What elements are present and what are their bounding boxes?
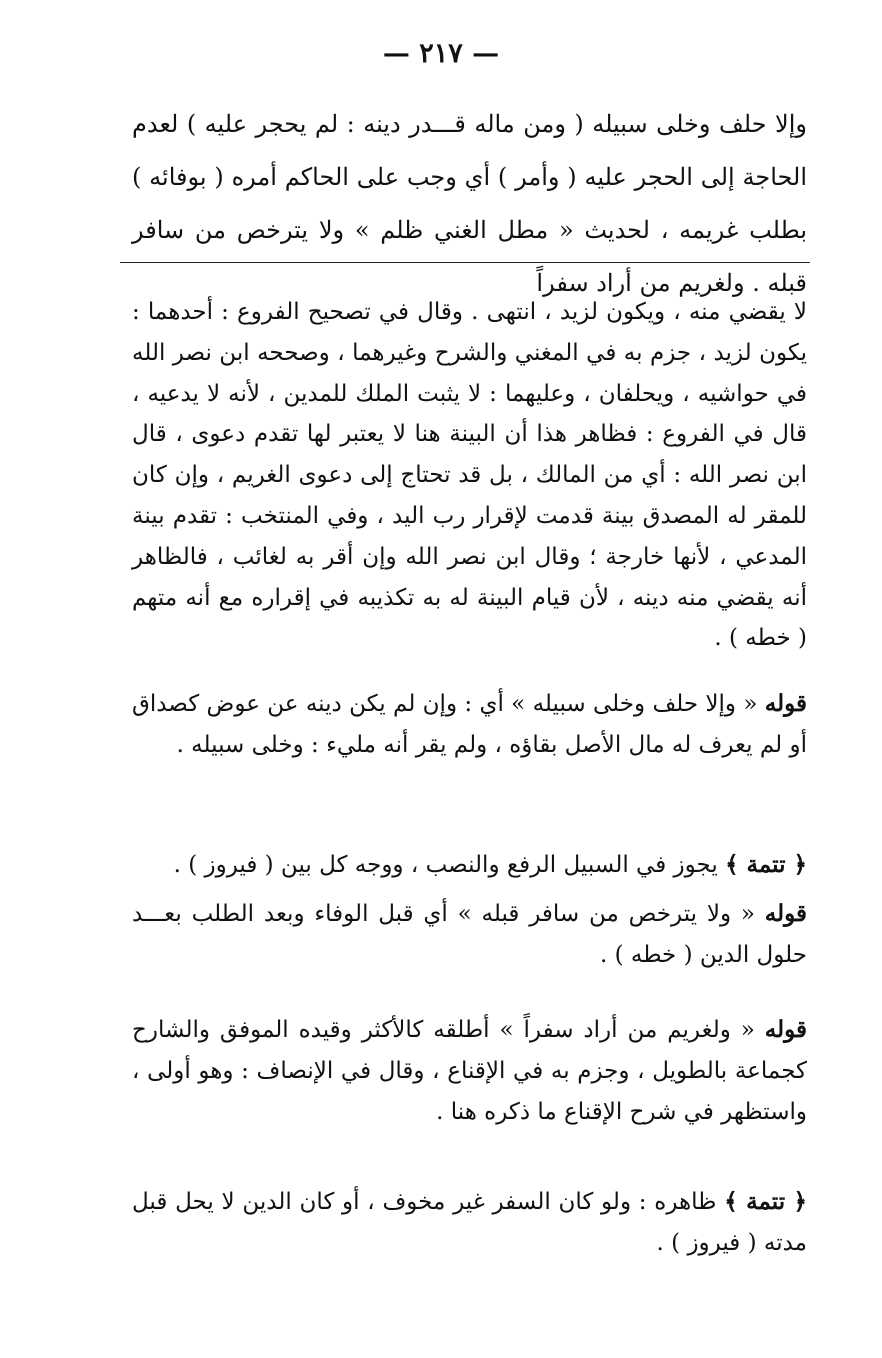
- footnote-text: « ولا يترخص من سافر قبله » أي قبل الوفاء وبعد الطلب بعـــد حلول الدين ( خطه ) .: [132, 901, 807, 968]
- footnote-text: ظاهره : ولو كان السفر غير مخوف ، أو كان الدين لا يحل قبل مدته ( فيروز ) .: [132, 1189, 807, 1256]
- footnote-lead: قوله: [764, 690, 808, 717]
- footnote-lead: ﴿ تتمة ﴾: [724, 1188, 808, 1215]
- footnote-paragraph: [132, 1182, 807, 1264]
- footnote-lead: ﴿ تتمة ﴾: [725, 851, 807, 878]
- footnote-lead: قوله: [764, 900, 807, 927]
- footnote-text: يجوز في السبيل الرفع والنصب ، ووجه كل بين ( فيروز ) .: [173, 852, 718, 878]
- footnote-paragraph: [132, 845, 807, 886]
- footnote-paragraph: [132, 1010, 807, 1132]
- footnote-divider: [120, 262, 810, 263]
- footnote-paragraph: [132, 684, 807, 766]
- footnote-text: « وإلا حلف وخلى سبيله » أي : وإن لم يكن دينه عن عوض كصداق أو لم يعرف له مال الأصل بقاؤه ، ولم يقر أنه مليء : وخلى سبيله .: [132, 691, 807, 758]
- footnote-text: لا يقضي منه ، ويكون لزيد ، انتهى . وقال في تصحيح الفروع : أحدهما : يكون لزيد ، جزم به في المغني والشرح وغيرهما ، وصححه ابن نصر الله في حواشيه ، ويحلفان ، وعليهما : لا يثبت الملك للمدين ، لأنه لا يدعيه ، قال في الفروع : فظاهر هذا أن البينة هنا لا يعتبر لها تقدم دعوى ، قال ابن نصر الله : أي من المالك ، بل قد تحتاج إلى دعوى الغريم ، وإن كان للمقر له المصدق بينة قدمت لإقرار رب اليد ، وفي المنتخب : تقدم بينة المدعي ، لأنها خارجة ؛ وقال ابن نصر الله وإن أقر به لغائب ، فالظاهر أنه يقضي منه دينه ، لأن قيام البينة له به تكذيبه في إقراره مع أنه متهم ( خطه ) .: [132, 299, 807, 652]
- footnote-text: « ولغريم من أراد سفراً » أطلقه كالأكثر وقيده الموفق والشارح كجماعة بالطويل ، وجزم به في الإقناع ، وقال في الإنصاف : وهو أولى ، واستظهر في شرح الإقناع ما ذكره هنا .: [132, 1017, 807, 1125]
- main-text: وإلا حلف وخلى سبيله ( ومن ماله قـــدر دينه : لم يحجر عليه ) لعدم الحاجة إلى الحجر عليه ( وأمر ) أي وجب على الحاكم أمره ( بوفائه ) بطلب غريمه ، لحديث « مطل الغني ظلم » ولا يترخص من سافر قبله . ولغريم من أراد سفراً: [132, 110, 807, 297]
- footnote-lead: قوله: [764, 1016, 807, 1043]
- footnote-paragraph: [132, 292, 807, 659]
- page-number: — ٢١٧ —: [382, 38, 500, 69]
- footnote-paragraph: [132, 894, 807, 976]
